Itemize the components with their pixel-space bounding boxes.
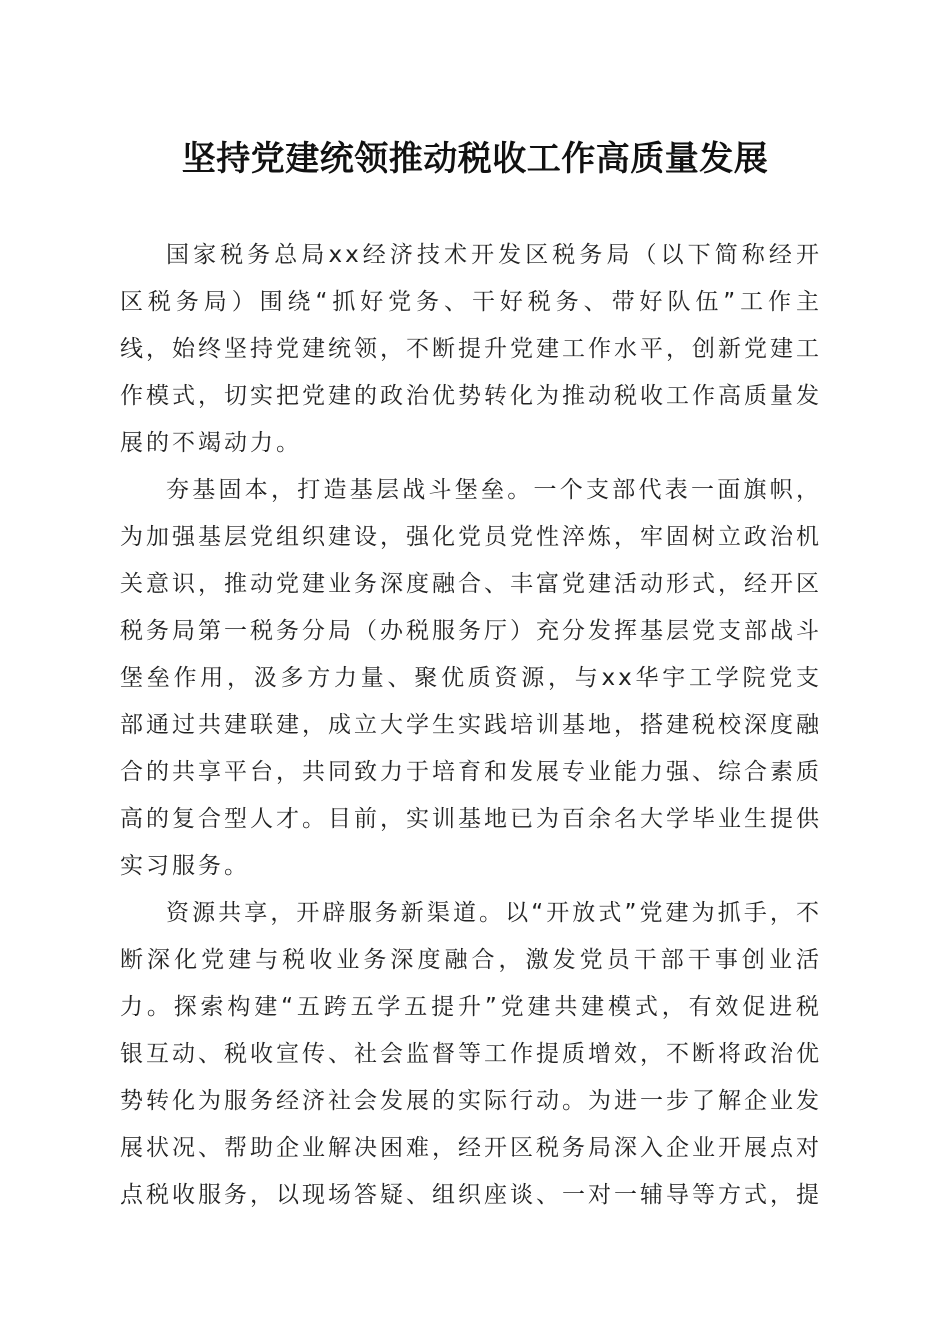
paragraph-intro: 国家税务总局xx经济技术开发区税务局（以下简称经开区税务局）围绕“抓好党务、干好税务、带好队伍”工作主线，始终坚持党建统领，不断提升党建工作水平，创新党建工作模式，切实把党建的政治优势转化为推动税收工作高质量发展的不竭动力。: [120, 242, 822, 456]
paragraph-resource-sharing: 资源共享，开辟服务新渠道。以“开放式”党建为抓手，不断深化党建与税收业务深度融合，激发党员干部干事创业活力。探索构建“五跨五学五提升”党建共建模式，有效促进税银互动、税收宣传、社会监督等工作提质增效，不断将政治优势转化为服务经济社会发展的实际行动。为进一步了解企业发展状况、帮助企业解决困难，经开区税务局深入企业开展点对点税收服务，以现场答疑、组织座谈、一对一辅导等方式，提: [120, 900, 822, 1208]
document-body: [120, 232, 822, 1219]
paragraph-foundation: 夯基固本，打造基层战斗堡垒。一个支部代表一面旗帜，为加强基层党组织建设，强化党员党性淬炼，牢固树立政治机关意识，推动党建业务深度融合、丰富党建活动形式，经开区税务局第一税务分局（办税服务厅）充分发挥基层党支部战斗堡垒作用，汲多方力量、聚优质资源，与xx华宇工学院党支部通过共建联建，成立大学生实践培训基地，搭建税校深度融合的共享平台，共同致力于培育和发展专业能力强、综合素质高的复合型人才。目前，实训基地已为百余名大学毕业生提供实习服务。: [120, 477, 822, 879]
document-title: 坚持党建统领推动税收工作高质量发展: [181, 139, 769, 179]
